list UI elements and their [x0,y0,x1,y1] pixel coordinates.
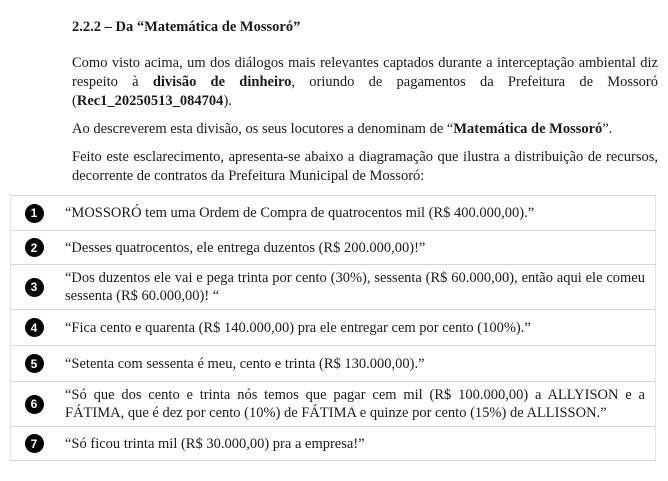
quote-text: “Setenta com sessenta é meu, cento e trinta (R$ 130.000,00).” [65,355,425,372]
quote-row [10,196,656,231]
quote-row [10,265,656,310]
quote-row [10,427,656,461]
number-badge: 2 [25,238,44,257]
quote-text: “Só ficou trinta mil (R$ 30.000,00) pra a empresa!” [65,435,365,452]
number-badge: 1 [25,204,44,223]
bold-term-mathematics: Matemática de Mossoró [453,121,603,137]
quote-text: “Só que dos cento e trinta nós temos que pagar cem mil (R$ 100.000,00) a ALLYISON e a FÁTIMA, que é dez por cento (10%) de FÁTIMA e quinze por cento (15%) de ALLISSON.” [65,387,645,421]
quote-number-cell [11,434,57,453]
number-badge: 5 [25,354,44,373]
quote-text: “Fica cento e quarenta (R$ 140.000,00) pra ele entregar cem por cento (100%).” [65,319,531,336]
quote-number-cell [11,354,57,373]
quote-row [10,346,656,382]
quote-text: “Dos duzentos ele vai e pega trinta por cento (30%), sessenta (R$ 60.000,00), então aqui ele comeu sessenta (R$ 60.000,00)! “ [65,270,645,304]
paragraph-intro [72,54,658,111]
number-badge: 4 [25,318,44,337]
paragraph-naming-text-1: Ao descreverem esta divisão, os seus locutores a denominam de “ [72,121,454,137]
number-badge: 6 [25,395,44,414]
paragraph-naming-text-2: ”. [602,121,613,137]
quote-number-cell [11,318,57,337]
quote-row [10,231,656,265]
section-heading: 2.2.2 – Da “Matemática de Mossoró” [72,19,301,35]
quote-number-cell [11,238,57,257]
quote-text: “MOSSORÓ tem uma Ordem de Compra de quatrocentos mil (R$ 400.000,00).” [65,205,535,221]
paragraph-diagram-intro: Feito este esclarecimento, apresenta-se abaixo a diagramação que ilustra a distribuição de recursos, decorrente de contratos da Prefeitura Municipal de Mossoró: [72,149,658,184]
quote-row [10,310,656,346]
bold-term-division: divisão de dinheiro [152,74,292,90]
paragraph-intro-text-3: ). [223,93,232,109]
number-badge: 3 [25,278,44,297]
quote-number-cell [11,278,57,297]
quote-text: “Desses quatrocentos, ele entrega duzentos (R$ 200.000,00)!” [65,239,426,256]
recording-reference: Rec1_20250513_084704 [76,93,224,109]
quote-number-cell [11,395,57,414]
paragraph-naming [72,120,658,139]
quote-row [10,382,656,427]
quotes-table [10,195,656,461]
paragraph-intro-text-2: , oriundo de pagamentos da Prefeitura de Mossoró ( [72,74,659,109]
number-badge: 7 [25,434,44,453]
paragraph-intro-text-1: Como visto acima, um dos diálogos mais relevantes captados durante a interceptação ambiental diz respeito à [72,55,658,90]
quote-number-cell [11,204,57,223]
